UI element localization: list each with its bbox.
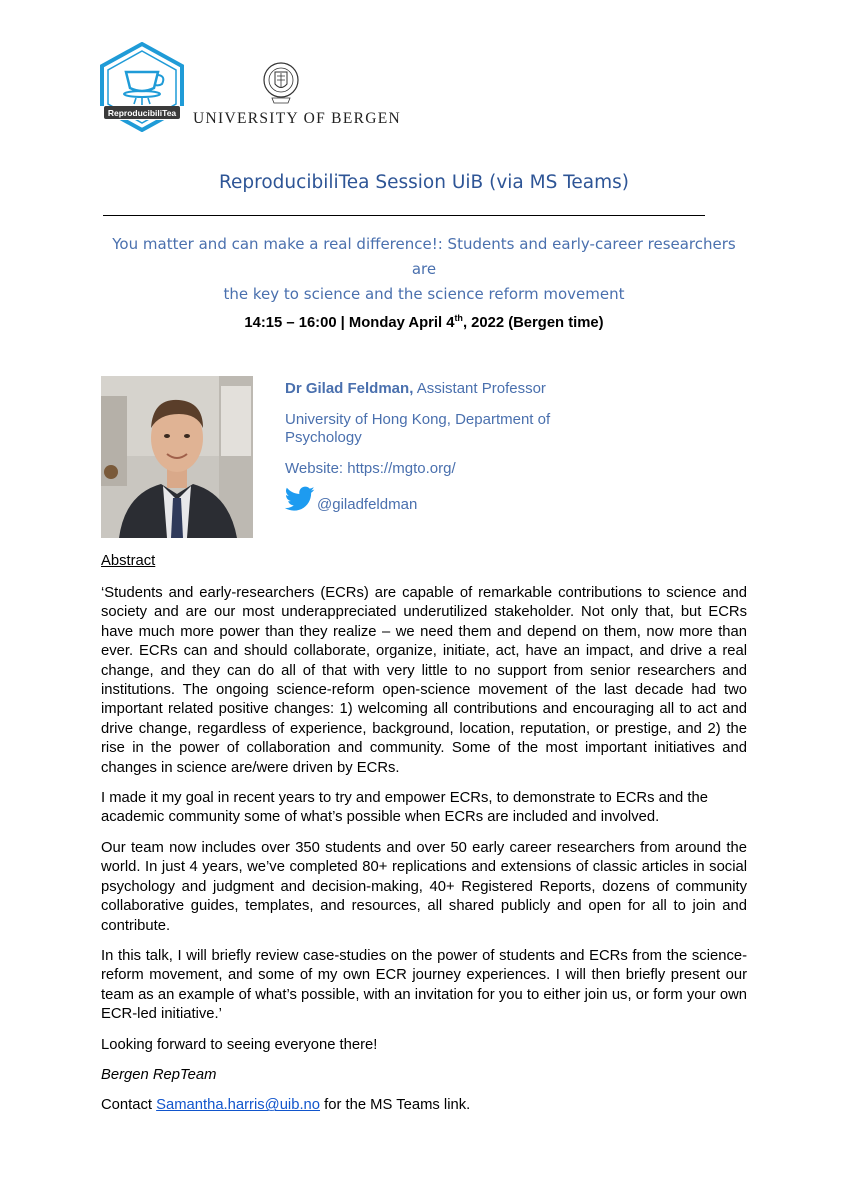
speaker-role: Assistant Professor (413, 380, 546, 397)
event-time (0, 313, 848, 331)
abstract-body (101, 584, 747, 1127)
speaker-website[interactable]: Website: https://mgto.org/ (285, 459, 456, 477)
closing-line: Looking forward to seeing everyone there! (101, 1036, 378, 1053)
event-time-rest: , 2022 (Bergen time) (462, 314, 604, 331)
contact-prefix: Contact (101, 1097, 157, 1114)
reproducibilitea-logo (98, 42, 186, 132)
twitter-icon (285, 486, 315, 512)
repro-logo-text: ReproducibiliTea (107, 108, 177, 118)
speaker-twitter[interactable] (285, 486, 615, 514)
speaker-photo (101, 376, 253, 538)
contact-line (101, 1096, 747, 1115)
abstract-paragraph-1: ‘Students and early-researchers (ECRs) are capable of remarkable contributions to science and society and are our most underappreciated underutilized stakeholder. Not only that, but ECRs have much more power than they realize – we need them and depend on them, now more than ever. ECRs can and should collaborate, organize, initiate, act, have an impact, and drive a real change, and they can do all of that with very little to no support from senior researchers and institutions. The ongoing science-reform open-science movement of the last decade had two important related positive changes: 1) welcoming all contributions and encouraging all to act and drive change, regardless of experience, background, location, reputation, or prestige, and 2) the rise in the power of collaboration and community. Some of the most important initiatives and changes in science are/were driven by ECRs. (101, 585, 747, 776)
abstract-paragraph-2: I made it my goal in recent years to try and empower ECRs, to demonstrate to ECRs and the academic community some of what’s possible when ECRs are included and involved. (101, 790, 708, 826)
abstract-paragraph-4: In this talk, I will briefly review case-studies on the power of students and ECRs from the science-reform movement, and some of my own ECR journey experiences. I will then briefly present our team as an example of what’s possible, with an invitation for you to either join us, or form your own ECR-led initiative.’ (101, 947, 747, 1023)
subtitle-line-2: the key to science and the science reform movement (223, 285, 625, 303)
university-name: UNIVERSITY OF BERGEN (193, 110, 401, 127)
abstract-paragraph-3: Our team now includes over 350 students and over 50 early career researchers from around the world. In just 4 years, we’ve completed 80+ replications and extensions of classic articles in social psychology and judgment and decision-making, 40+ Registered Reports, dozens of community collaborative guides, templates, and resources, all shared publicly and open for all to join and contribute. (101, 839, 747, 934)
speaker-affiliation: University of Hong Kong, Department of Psychology (285, 410, 551, 446)
abstract-heading: Abstract (101, 553, 156, 569)
event-time-main: 14:15 – 16:00 | Monday April 4 (244, 314, 455, 331)
title-divider (103, 215, 705, 216)
twitter-handle: @giladfeldman (317, 495, 418, 513)
speaker-info (285, 380, 615, 514)
contact-suffix: for the MS Teams link. (320, 1097, 471, 1114)
event-title: ReproducibiliTea Session UiB (via MS Teams) (219, 172, 629, 193)
speaker-name: Dr Gilad Feldman, (285, 380, 414, 397)
subtitle-line-1: You matter and can make a real difference!: Students and early-career researchers are (112, 235, 736, 278)
event-subtitle (100, 232, 748, 307)
university-seal (262, 56, 300, 106)
event-time-ordinal: th (454, 313, 463, 323)
contact-email-link[interactable]: Samantha.harris@uib.no (156, 1097, 321, 1114)
signature: Bergen RepTeam (101, 1066, 217, 1083)
